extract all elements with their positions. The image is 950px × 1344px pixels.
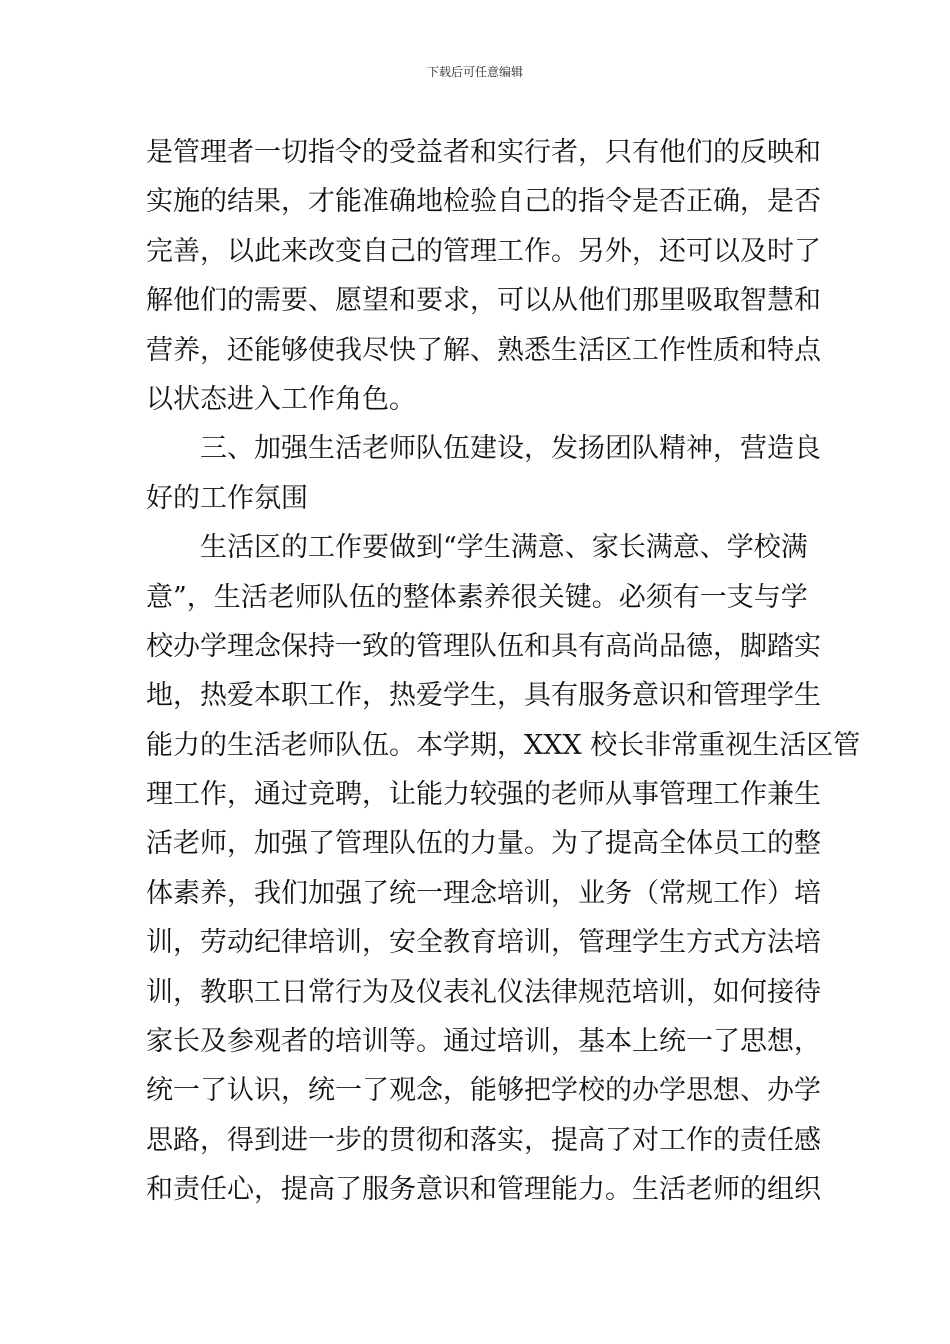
text-line: 是管理者一切指令的受益者和实行者，只有他们的反映和 [146, 137, 821, 168]
text-line: 训，劳动纪律培训，安全教育培训，管理学生方式方法培 [146, 927, 821, 959]
text-line: 家长及参观者的培训等。通过培训，基本上统一了思想， [146, 1026, 821, 1058]
text-line: 生活区的工作要做到“学生满意、家长满意、学校满 [200, 532, 808, 564]
text-line: 意”，生活老师队伍的整体素养很关键。必须有一支与学 [146, 581, 808, 613]
text-line: 地，热爱本职工作，热爱学生，具有服务意识和管理学生 [146, 680, 821, 712]
text-line: 体素养，我们加强了统一理念培训，业务（常规工作）培 [146, 877, 821, 909]
text-line: 能力的生活老师队伍。本学期，XXX 校长非常重视生活区管 [146, 729, 861, 761]
document-body [146, 128, 861, 1215]
text-line: 思路，得到进一步的贯彻和落实，提高了对工作的责任感 [146, 1124, 821, 1156]
text-line: 统一了认识，统一了观念，能够把学校的办学思想、办学 [146, 1075, 821, 1107]
section-heading-line: 好的工作氛围 [146, 482, 308, 514]
text-line: 完善，以此来改变自己的管理工作。另外，还可以及时了 [146, 235, 821, 267]
text-line: 活老师，加强了管理队伍的力量。为了提高全体员工的整 [146, 828, 821, 860]
text-line: 解他们的需要、愿望和要求，可以从他们那里吸取智慧和 [146, 285, 821, 317]
text-line: 和责任心，提高了服务意识和管理能力。生活老师的组织 [146, 1174, 821, 1206]
text-line: 实施的结果，才能准确地检验自己的指令是否正确，是否 [146, 186, 821, 218]
text-line: 训，教职工日常行为及仪表礼仪法律规范培训，如何接待 [146, 976, 821, 1008]
section-heading-line: 三、加强生活老师队伍建设，发扬团队精神，营造良 [200, 433, 821, 465]
page-header: 下载后可任意编辑 [426, 65, 523, 79]
text-line: 营养，还能够使我尽快了解、熟悉生活区工作性质和特点 [146, 334, 821, 366]
text-line: 校办学理念保持一致的管理队伍和具有高尚品德，脚踏实 [146, 630, 821, 662]
text-line: 理工作，通过竞聘，让能力较强的老师从事管理工作兼生 [146, 779, 821, 811]
text-line: 以状态进入工作角色。 [146, 383, 416, 415]
